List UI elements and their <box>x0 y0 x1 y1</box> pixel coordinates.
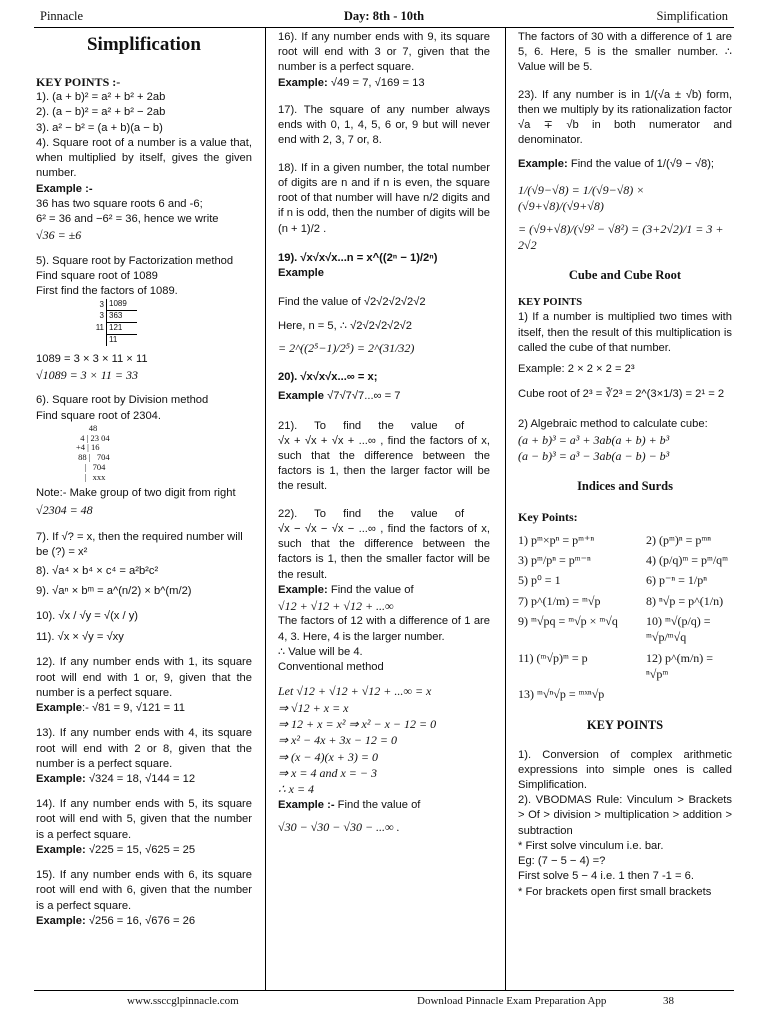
header-center: Day: 8th - 10th <box>343 9 425 23</box>
point-15: 15). If any number ends with 6, its square root will end with 6, given that the number is a perfect square. <box>36 869 252 912</box>
bottom-rule <box>34 990 734 991</box>
point-13: 13). If any number ends with 4, its square root will end with 2 or 8, given that the number is a perfect square. <box>36 727 252 770</box>
column-1 <box>36 30 252 988</box>
indices-grid <box>518 532 732 703</box>
index-rule: 9) ᵐ√pq = ᵐ√p × ᵐ√q <box>518 613 618 628</box>
division-work: 48 4 | 23 04 +4 | 16 88 | 704 | 704 | xxx <box>76 422 110 482</box>
point-10: 10). √x / √y = √(x / y) <box>36 609 139 622</box>
point-16-example: Example: √49 = 7, √169 = 13 <box>278 76 425 89</box>
point-21-text: √x + √x + √x + ...∞ , find the factors of x, such that the difference between the factors is 1, then the larger factor will be the result. <box>278 434 490 493</box>
key-point-2: 2). VBODMAS Rule: Vinculum > Brackets > Of > division > multiplication > addition > subtraction <box>518 794 732 837</box>
example-label: Example :- <box>36 182 93 195</box>
point-7: 7). If √? = x, then the required number will be (?) = x² <box>36 530 243 559</box>
example-line: √30 − √30 − √30 − ...∞ . <box>278 819 400 834</box>
point-13-example: Example: √324 = 18, √144 = 12 <box>36 772 196 785</box>
cube-point-1: 1) If a number is multiplied two times with itself, then the result of this multiplication is called the cube of that number. <box>518 311 732 354</box>
index-rule: 7) p^(1/m) = ᵐ√p <box>518 593 601 608</box>
point-16: 16). If any number ends with 9, its square root will end with 3 or 7, given that the number is a perfect square. <box>278 31 490 74</box>
point-5-line: First find the factors of 1089. <box>36 285 178 298</box>
point-22-line: ∴ Value will be 4. <box>278 645 363 658</box>
cube-line: Cube root of 2³ = ∛2³ = 2^(3×1/3) = 2¹ = 2 <box>518 388 725 401</box>
point-19: 19). √x√x√x...n = x^((2ⁿ − 1)/2ⁿ) <box>278 251 438 264</box>
column-2 <box>278 30 490 988</box>
column-3 <box>518 30 732 988</box>
section-title-cube: Cube and Cube Root <box>568 268 682 283</box>
example-line: 36 has two square roots 6 and -6; <box>36 197 203 210</box>
point-23-example: Example: Find the value of 1/(√9 − √8); <box>518 157 715 170</box>
index-rule: 10) ᵐ√(p/q) = ᵐ√p/ᵐ√q <box>646 613 711 645</box>
point-22-example: Example: Find the value of <box>278 583 414 596</box>
footer-website-link[interactable]: www.ssccglpinnacle.com <box>127 995 239 1007</box>
point-14: 14). If any number ends with 5, its square root will end with 5, given that the number is a perfect square. <box>36 798 252 841</box>
solution-step: ⇒ √12 + x = x <box>278 700 349 715</box>
point-20: 20). √x√x√x...∞ = x; <box>278 371 378 384</box>
key-point-line: * For brackets open first small brackets <box>518 885 712 898</box>
index-rule: 11) (ᵐ√p)ᵐ = p <box>518 650 588 665</box>
point-19-line: Find the value of √2√2√2√2√2 <box>278 296 426 309</box>
solution-step: ⇒ x² − 4x + 3x − 12 = 0 <box>278 733 398 748</box>
point-18: 18). If in a given number, the total number of digits are n and if n is even, the square root of that number will have n/2 digits and if n is odd, then the number of digits will be (n + 1)/2 . <box>278 161 490 235</box>
index-rule: 3) pᵐ/pⁿ = pᵐ⁻ⁿ <box>518 553 591 568</box>
point-6-line: √2304 = 48 <box>36 502 93 517</box>
cube-formula: (a − b)³ = a³ − 3ab(a − b) − b³ <box>518 449 670 464</box>
cube-formula: (a + b)³ = a³ + 3ab(a + b) + b³ <box>518 432 670 447</box>
point-15-example: Example: √256 = 16, √676 = 26 <box>36 914 196 927</box>
point-5-line: Find square root of 1089 <box>36 269 158 282</box>
point-9: 9). √aⁿ × bᵐ = a^(n/2) × b^(m/2) <box>36 584 192 597</box>
solution-step: ∴ x = 4 <box>278 782 315 797</box>
point-6-line: Find square root of 2304. <box>36 409 162 422</box>
note: Note:- Make group of two digit from right <box>36 487 236 500</box>
point-21: 21). To find the value of <box>278 419 465 432</box>
index-rule: 1) pᵐ×pⁿ = pᵐ⁺ⁿ <box>518 532 595 547</box>
section-title-indices: Indices and Surds <box>577 479 673 494</box>
solution-step: Let √12 + √12 + √12 + ...∞ = x <box>278 684 432 699</box>
point-23-line: 1/(√9−√8) = 1/(√9−√8) × (√9+√8)/(√9+√8) <box>518 182 645 214</box>
header-left: Pinnacle <box>40 9 84 23</box>
example-label: Example <box>278 267 325 280</box>
index-rule: 12) p^(m/n) = ⁿ√pᵐ <box>646 650 714 681</box>
solution-step: ⇒ x = 4 and x = − 3 <box>278 765 377 780</box>
header-right: Simplification <box>656 9 728 23</box>
point-22: 22). To find the value of <box>278 507 465 520</box>
top-rule <box>34 27 734 28</box>
example-line: √36 = ±6 <box>36 228 82 243</box>
point-4: 4). Square root of a number is a value that, when multiplied by itself, gives the given number. <box>36 136 252 180</box>
page-header <box>40 8 728 28</box>
factor-table: 3 1089 3 363 11 121 11 <box>88 299 137 346</box>
point-11: 11). √x × √y = √xy <box>36 631 124 644</box>
page-title: Simplification <box>86 34 201 55</box>
key-point-line: * First solve vinculum i.e. bar. <box>518 839 664 852</box>
point-22-line: Conventional method <box>278 661 384 674</box>
key-points-heading: Key Points: <box>518 510 578 525</box>
point-3: 3). a² − b² = (a + b)(a − b) <box>36 121 163 134</box>
index-rule: 2) (pᵐ)ⁿ = pᵐⁿ <box>646 532 712 547</box>
text-block: The factors of 30 with a difference of 1 are 5, 6. Here, 5 is the smaller number. ∴ Value will be 5. <box>518 31 732 74</box>
point-6: 6). Square root by Division method <box>36 394 209 407</box>
key-points-heading: KEY POINTS :- <box>36 74 121 89</box>
point-23: 23). If any number is in 1/(√a ± √b) form, then we multiply by its rationalization factor √a ∓ √b in both numerator and denominator. <box>518 88 732 147</box>
point-5-line: √1089 = 3 × 11 = 33 <box>36 368 138 382</box>
point-2: 2). (a − b)² = a² + b² − 2ab <box>36 106 166 119</box>
column-divider <box>505 27 506 990</box>
key-points-heading: KEY POINTS <box>586 717 664 732</box>
index-rule: 6) p⁻ⁿ = 1/pⁿ <box>646 573 707 588</box>
point-14-example: Example: √225 = 15, √625 = 25 <box>36 843 196 856</box>
point-8: 8). √a⁴ × b⁴ × c⁴ = a²b²c² <box>36 565 159 578</box>
point-23-line: = (√9+√8)/(√9² − √8²) = (3+2√2)/1 = 3 + 2√2 <box>518 221 724 252</box>
point-22-text: √x − √x − √x − ...∞ , find the factors of x, such that the difference between the factors is 1, then the smaller factor will be the result. <box>278 522 490 581</box>
footer-app-text: Download Pinnacle Exam Preparation App <box>417 995 607 1007</box>
point-12: 12). If any number ends with 1, its square root will end with 1 or, 9, given that the number is a perfect square. <box>36 656 252 699</box>
key-point-line: First solve 5 − 4 i.e. 1 then 7 -1 = 6. <box>518 870 694 883</box>
point-17: 17). The square of any number always ends with 0, 1, 4, 5, 6 or, 9 but will never end with 2, 3, 7 or, 8. <box>278 103 490 147</box>
column-divider <box>265 27 266 990</box>
index-rule: 13) ᵐ√ⁿ√p = ᵐˣⁿ√p <box>518 687 605 702</box>
solution-step: ⇒ (x − 4)(x + 3) = 0 <box>278 749 378 764</box>
key-points-heading: KEY POINTS <box>518 297 583 309</box>
point-19-line: = 2^((2⁵−1)/2⁵) = 2^(31/32) <box>278 340 415 355</box>
key-point-1: 1). Conversion of complex arithmetic expressions into simple ones is called Simplification. <box>518 748 732 792</box>
point-22-line: √12 + √12 + √12 + ...∞ <box>278 599 394 614</box>
point-1: 1). (a + b)² = a² + b² + 2ab <box>36 91 166 104</box>
example-line: Example :- Find the value of <box>278 798 421 811</box>
point-5-line: 1089 = 3 × 3 × 11 × 11 <box>36 352 148 365</box>
point-12-example: Example:- √81 = 9, √121 = 11 <box>36 702 185 715</box>
index-rule: 4) (p/q)ᵐ = pᵐ/qᵐ <box>646 553 729 568</box>
index-rule: 5) p⁰ = 1 <box>518 573 561 588</box>
key-point-line: Eg: (7 − 5 − 4) =? <box>518 855 606 868</box>
example-line: 6² = 36 and −6² = 36, hence we write <box>36 213 219 226</box>
cube-point-2: 2) Algebraic method to calculate cube: <box>518 417 708 430</box>
solution-step: ⇒ 12 + x = x² ⇒ x² − x − 12 = 0 <box>278 716 437 731</box>
point-19-line: Here, n = 5, ∴ √2√2√2√2√2 <box>278 319 412 332</box>
index-rule: 8) ⁿ√p = p^(1/n) <box>646 593 724 608</box>
point-5: 5). Square root by Factorization method <box>36 254 234 267</box>
point-20-example: Example √7√7√7...∞ = 7 <box>278 390 401 403</box>
page-number: 38 <box>663 995 674 1007</box>
point-22-line: The factors of 12 with a difference of 1 are 4, 3. Here, 4 is the larger number. <box>278 615 490 643</box>
cube-line: Example: 2 × 2 × 2 = 2³ <box>518 363 635 376</box>
